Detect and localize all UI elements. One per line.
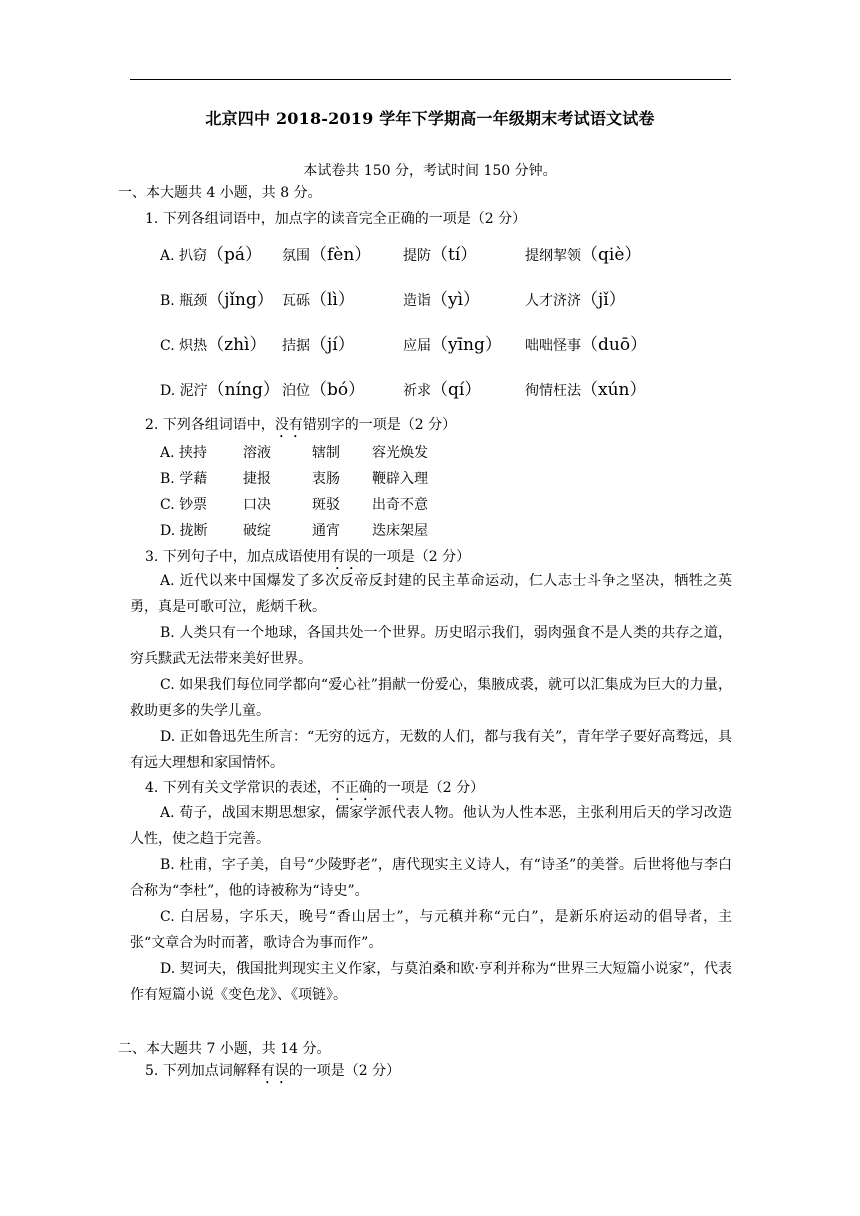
q3-option-b: B. 人类只有一个地球，各国共处一个世界。历史昭示我们，弱肉强食不是人类的共存之道，穷兵黩武无法带来美好世界。 — [130, 625, 732, 667]
question-2-stem: 2. 下列各组词语中，没有错别字的一项是（2 分） — [145, 417, 457, 433]
q4-option-b: B. 杜甫，字子美，自号“少陵野老”，唐代现实主义诗人，有“诗圣”的美誉。后世将他与李白合称为“李杜”，他的诗被称为“诗史”。 — [130, 857, 732, 899]
q4-option-a: A. 荀子，战国末期思想家，儒家学派代表人物。他认为人性本恶，主张利用后天的学习改造人性，使之趋于完善。 — [130, 805, 732, 847]
q1-d-word4: 徇情枉法（xún） — [525, 380, 647, 400]
q2-c-word3: 斑驳 — [312, 497, 340, 513]
q1-option-c: C. 炽热（zhì） — [160, 335, 267, 355]
q2-option-d: D. 拢断 — [160, 523, 208, 539]
section-2-heading: 二、本大题共 7 小题，共 14 分。 — [118, 1041, 331, 1057]
question-5-stem: 5. 下列加点词解释有误的一项是（2 分） — [145, 1063, 401, 1079]
q1-c-word4: 咄咄怪事（duō） — [525, 335, 648, 355]
q2-d-word4: 迭床架屋 — [372, 523, 428, 539]
q2-a-word4: 容光焕发 — [372, 445, 428, 461]
question-4-stem: 4. 下列有关文学常识的表述，不正确的一项是（2 分） — [145, 780, 485, 796]
q1-c-word3: 应届（yīng） — [403, 335, 502, 355]
q1-d-word2: 泊位（bó） — [282, 380, 366, 400]
q2-option-b: B. 学藉 — [160, 471, 208, 487]
q1-a-word3: 提防（tí） — [403, 245, 478, 265]
q1-option-d: D. 泥泞（níng） — [160, 380, 280, 400]
q1-a-word4: 提纲挈领（qiè） — [525, 245, 642, 265]
q2-d-word3: 通宵 — [312, 523, 340, 539]
q2-b-word3: 衷肠 — [312, 471, 340, 487]
exam-intro: 本试卷共 150 分，考试时间 150 分钟。 — [303, 163, 557, 179]
q2-c-word2: 口决 — [243, 497, 271, 513]
q1-a-word2: 氛围（fèn） — [282, 245, 372, 265]
q1-c-word2: 拮据（jí） — [282, 335, 355, 355]
q1-option-a: A. 扒窃（pá） — [160, 245, 263, 265]
q3-option-c: C. 如果我们每位同学都向“爱心社”捐献一份爱心，集腋成裘，就可以汇集成为巨大的力量，救助更多的失学儿童。 — [130, 677, 732, 719]
q2-b-word2: 捷报 — [243, 471, 271, 487]
q1-b-word2: 瓦砾（lì） — [282, 290, 355, 310]
q1-option-b: B. 瓶颈（jǐng） — [160, 290, 274, 310]
q2-option-a: A. 挟持 — [160, 445, 208, 461]
q3-option-a: A. 近代以来中国爆发了多次反帝反封建的民主革命运动，仁人志士斗争之坚决，牺牲之英勇，真是可歌可泣，彪炳千秋。 — [130, 573, 732, 615]
q2-c-word4: 出奇不意 — [372, 497, 428, 513]
page-title: 北京四中 2018-2019 学年下学期高一年级期末考试语文试卷 — [205, 109, 655, 128]
section-1-heading: 一、本大题共 4 小题，共 8 分。 — [118, 185, 322, 201]
q1-b-word4: 人才济济（jǐ） — [525, 290, 626, 310]
question-3-stem: 3. 下列句子中，加点成语使用有误的一项是（2 分） — [145, 549, 471, 565]
q4-option-c: C. 白居易，字乐天，晚号“香山居士”，与元稹并称“元白”，是新乐府运动的倡导者，主张“文章合为时而著，歌诗合为事而作”。 — [130, 909, 732, 951]
q4-option-d: D. 契诃夫，俄国批判现实主义作家，与莫泊桑和欧·亨利并称为“世界三大短篇小说家”，代表作有短篇小说《变色龙》、《项链》。 — [130, 961, 732, 1003]
q2-a-word3: 辖制 — [312, 445, 340, 461]
q1-d-word3: 祈求（qí） — [403, 380, 482, 400]
q1-b-word3: 造诣（yì） — [403, 290, 481, 310]
q3-option-d: D. 正如鲁迅先生所言：“无穷的远方，无数的人们，都与我有关”，青年学子要好高骛远，具有远大理想和家国情怀。 — [130, 729, 732, 771]
q2-option-c: C. 钞票 — [160, 497, 208, 513]
header-rule — [130, 79, 731, 80]
q2-a-word2: 溶液 — [243, 445, 271, 461]
q2-b-word4: 鞭辟入理 — [372, 471, 428, 487]
q2-d-word2: 破绽 — [243, 523, 271, 539]
question-1-stem: 1. 下列各组词语中，加点字的读音完全正确的一项是（2 分） — [145, 211, 527, 227]
